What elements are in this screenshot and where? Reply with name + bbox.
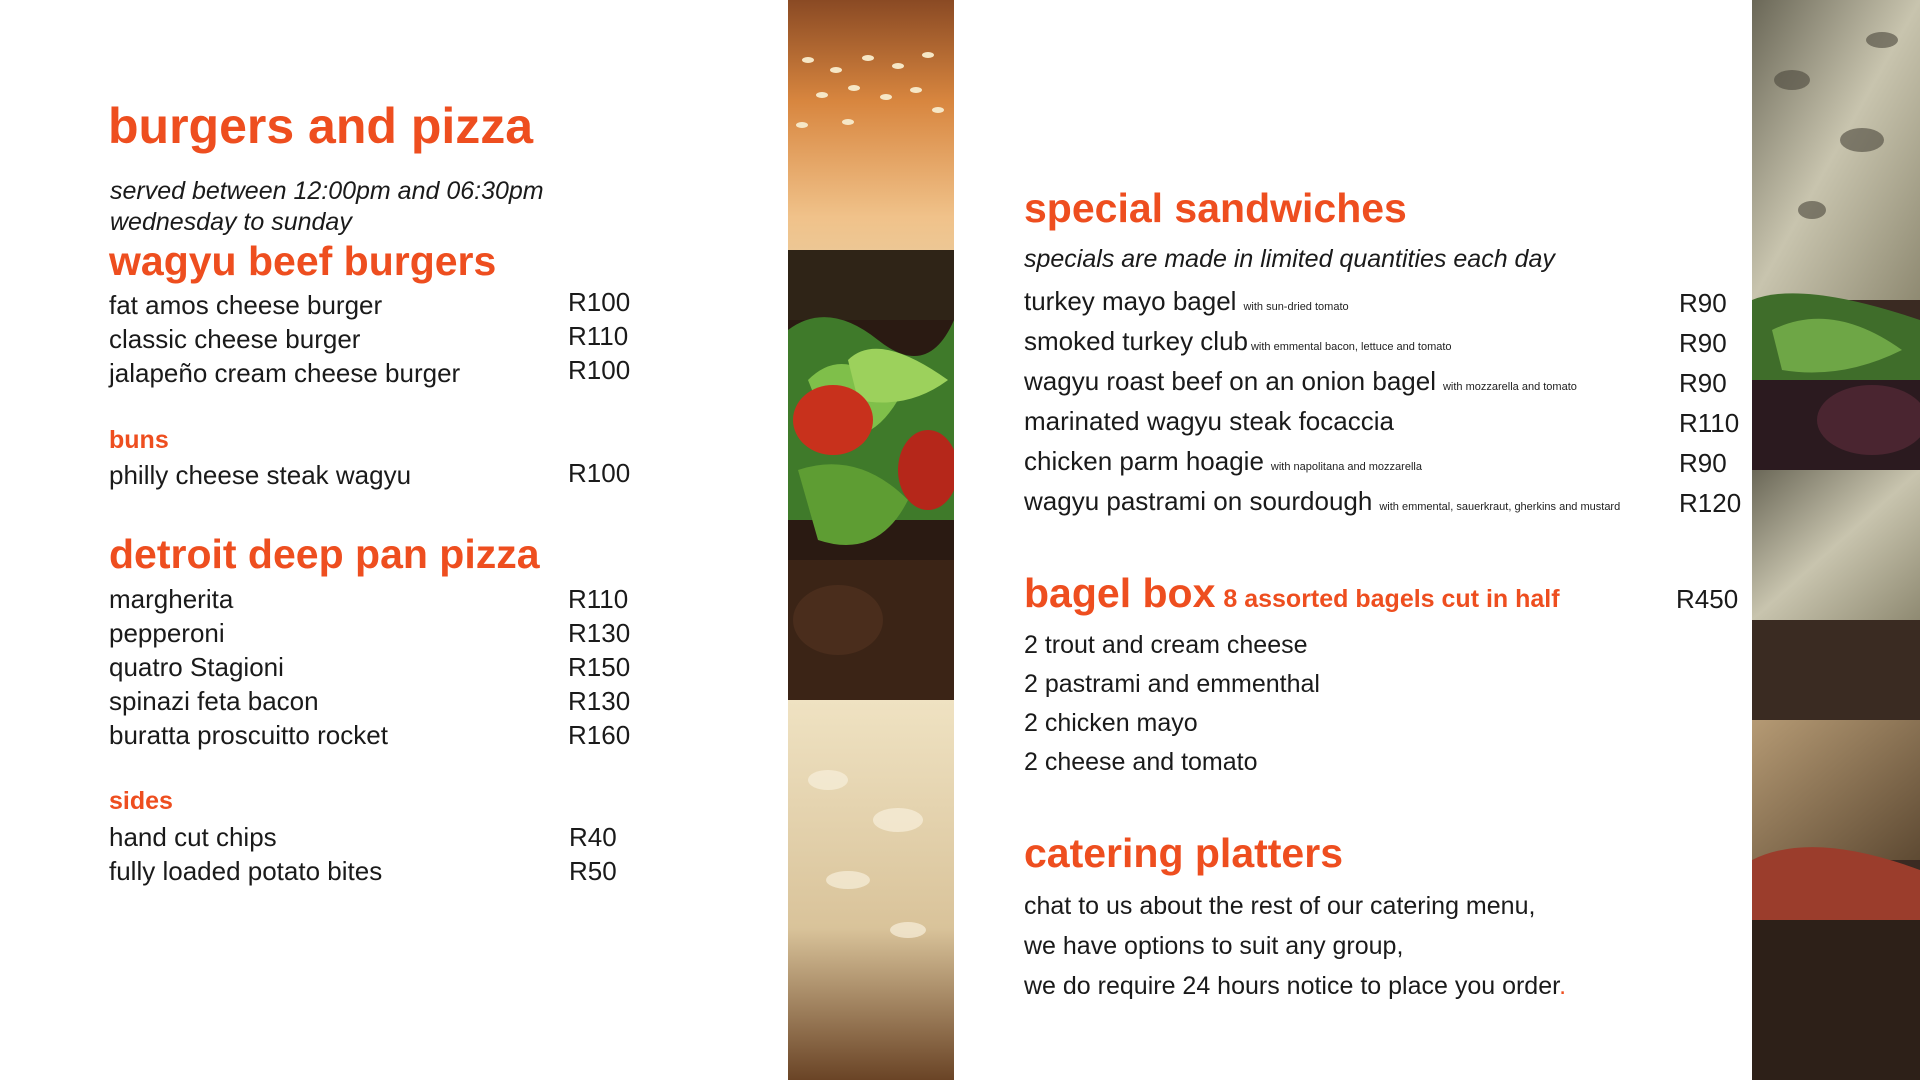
menu-price: R90	[1679, 368, 1727, 398]
menu-price: R90	[1679, 448, 1727, 478]
menu-price: R50	[569, 856, 617, 886]
catering-line: chat to us about the rest of our catering menu,	[1024, 892, 1536, 920]
item-note: with napolitana and mozzarella	[1270, 461, 1422, 473]
catering-heading: catering platters	[1024, 830, 1343, 876]
sandwich-item	[1024, 326, 1452, 357]
bagel-box-heading-row	[1024, 570, 1560, 616]
item-note: with sun-dried tomato	[1243, 301, 1349, 313]
item-name: chicken parm hoagie	[1024, 446, 1264, 476]
menu-price: R130	[568, 686, 631, 716]
page-title: burgers and pizza	[108, 98, 534, 154]
bagel-box-item: 2 chicken mayo	[1024, 709, 1198, 737]
menu-price: R100	[568, 287, 631, 317]
item-name: marinated wagyu steak focaccia	[1024, 406, 1394, 436]
served-days: wednesday to sunday	[110, 208, 352, 236]
catering-line: we have options to suit any group,	[1024, 932, 1404, 960]
menu-price: R160	[568, 720, 631, 750]
item-note: with mozzarella and tomato	[1442, 381, 1577, 393]
menu-price: R110	[568, 321, 629, 351]
catering-line-last	[1024, 972, 1566, 1001]
menu-item: quatro Stagioni	[109, 652, 284, 682]
served-hours: served between 12:00pm and 06:30pm	[110, 177, 544, 205]
item-name: turkey mayo bagel	[1024, 286, 1237, 316]
menu-item: margherita	[109, 584, 234, 614]
bagel-box-subheading: 8 assorted bagels cut in half	[1223, 585, 1560, 613]
menu-item: fat amos cheese burger	[109, 290, 383, 320]
menu-item: buratta proscuitto rocket	[109, 720, 388, 750]
menu-price: R120	[1679, 488, 1742, 518]
bagel-box-price: R450	[1676, 584, 1739, 614]
catering-text: we do require 24 hours notice to place you order	[1024, 972, 1560, 1000]
menu-price: R110	[568, 584, 629, 614]
menu-item: spinazi feta bacon	[109, 686, 319, 716]
sandwiches-heading: special sandwiches	[1024, 185, 1407, 231]
sandwich-item	[1024, 486, 1620, 517]
burger-photo	[788, 0, 954, 1080]
menu-item: fully loaded potato bites	[109, 856, 383, 886]
menu-item: hand cut chips	[109, 822, 277, 852]
menu-price: R150	[568, 652, 631, 682]
catering-period: .	[1559, 972, 1567, 1000]
menu-item: philly cheese steak wagyu	[109, 460, 412, 490]
menu-item: pepperoni	[109, 618, 225, 648]
menu-price: R90	[1679, 328, 1727, 358]
bagel-box-item: 2 cheese and tomato	[1024, 748, 1258, 776]
menu-price: R40	[569, 822, 617, 852]
menu-price: R110	[1679, 408, 1740, 438]
sides-heading: sides	[109, 787, 173, 815]
bagel-box-item: 2 pastrami and emmenthal	[1024, 670, 1320, 698]
sandwich-photo	[1752, 0, 1920, 1080]
sandwiches-subtitle: specials are made in limited quantities each day	[1024, 245, 1555, 273]
menu-item: jalapeño cream cheese burger	[109, 358, 461, 388]
pizza-heading: detroit deep pan pizza	[109, 531, 540, 577]
menu-price: R100	[568, 458, 631, 488]
item-name: wagyu pastrami on sourdough	[1024, 486, 1373, 516]
buns-heading: buns	[109, 426, 169, 454]
sandwich-item	[1024, 446, 1422, 477]
wagyu-heading: wagyu beef burgers	[109, 238, 497, 284]
item-note: with emmental, sauerkraut, gherkins and mustard	[1379, 501, 1621, 513]
menu-price: R90	[1679, 288, 1727, 318]
sandwich-item	[1024, 286, 1349, 317]
bagel-box-item: 2 trout and cream cheese	[1024, 631, 1308, 659]
bagel-box-heading: bagel box	[1024, 570, 1216, 616]
item-note: with emmental bacon, lettuce and tomato	[1250, 341, 1452, 353]
menu-price: R100	[568, 355, 631, 385]
menu-price: R130	[568, 618, 631, 648]
item-name: smoked turkey club	[1024, 326, 1248, 356]
sandwich-item	[1024, 366, 1577, 397]
sandwich-item	[1024, 406, 1394, 437]
menu-item: classic cheese burger	[109, 324, 361, 354]
item-name: wagyu roast beef on an onion bagel	[1024, 366, 1436, 396]
